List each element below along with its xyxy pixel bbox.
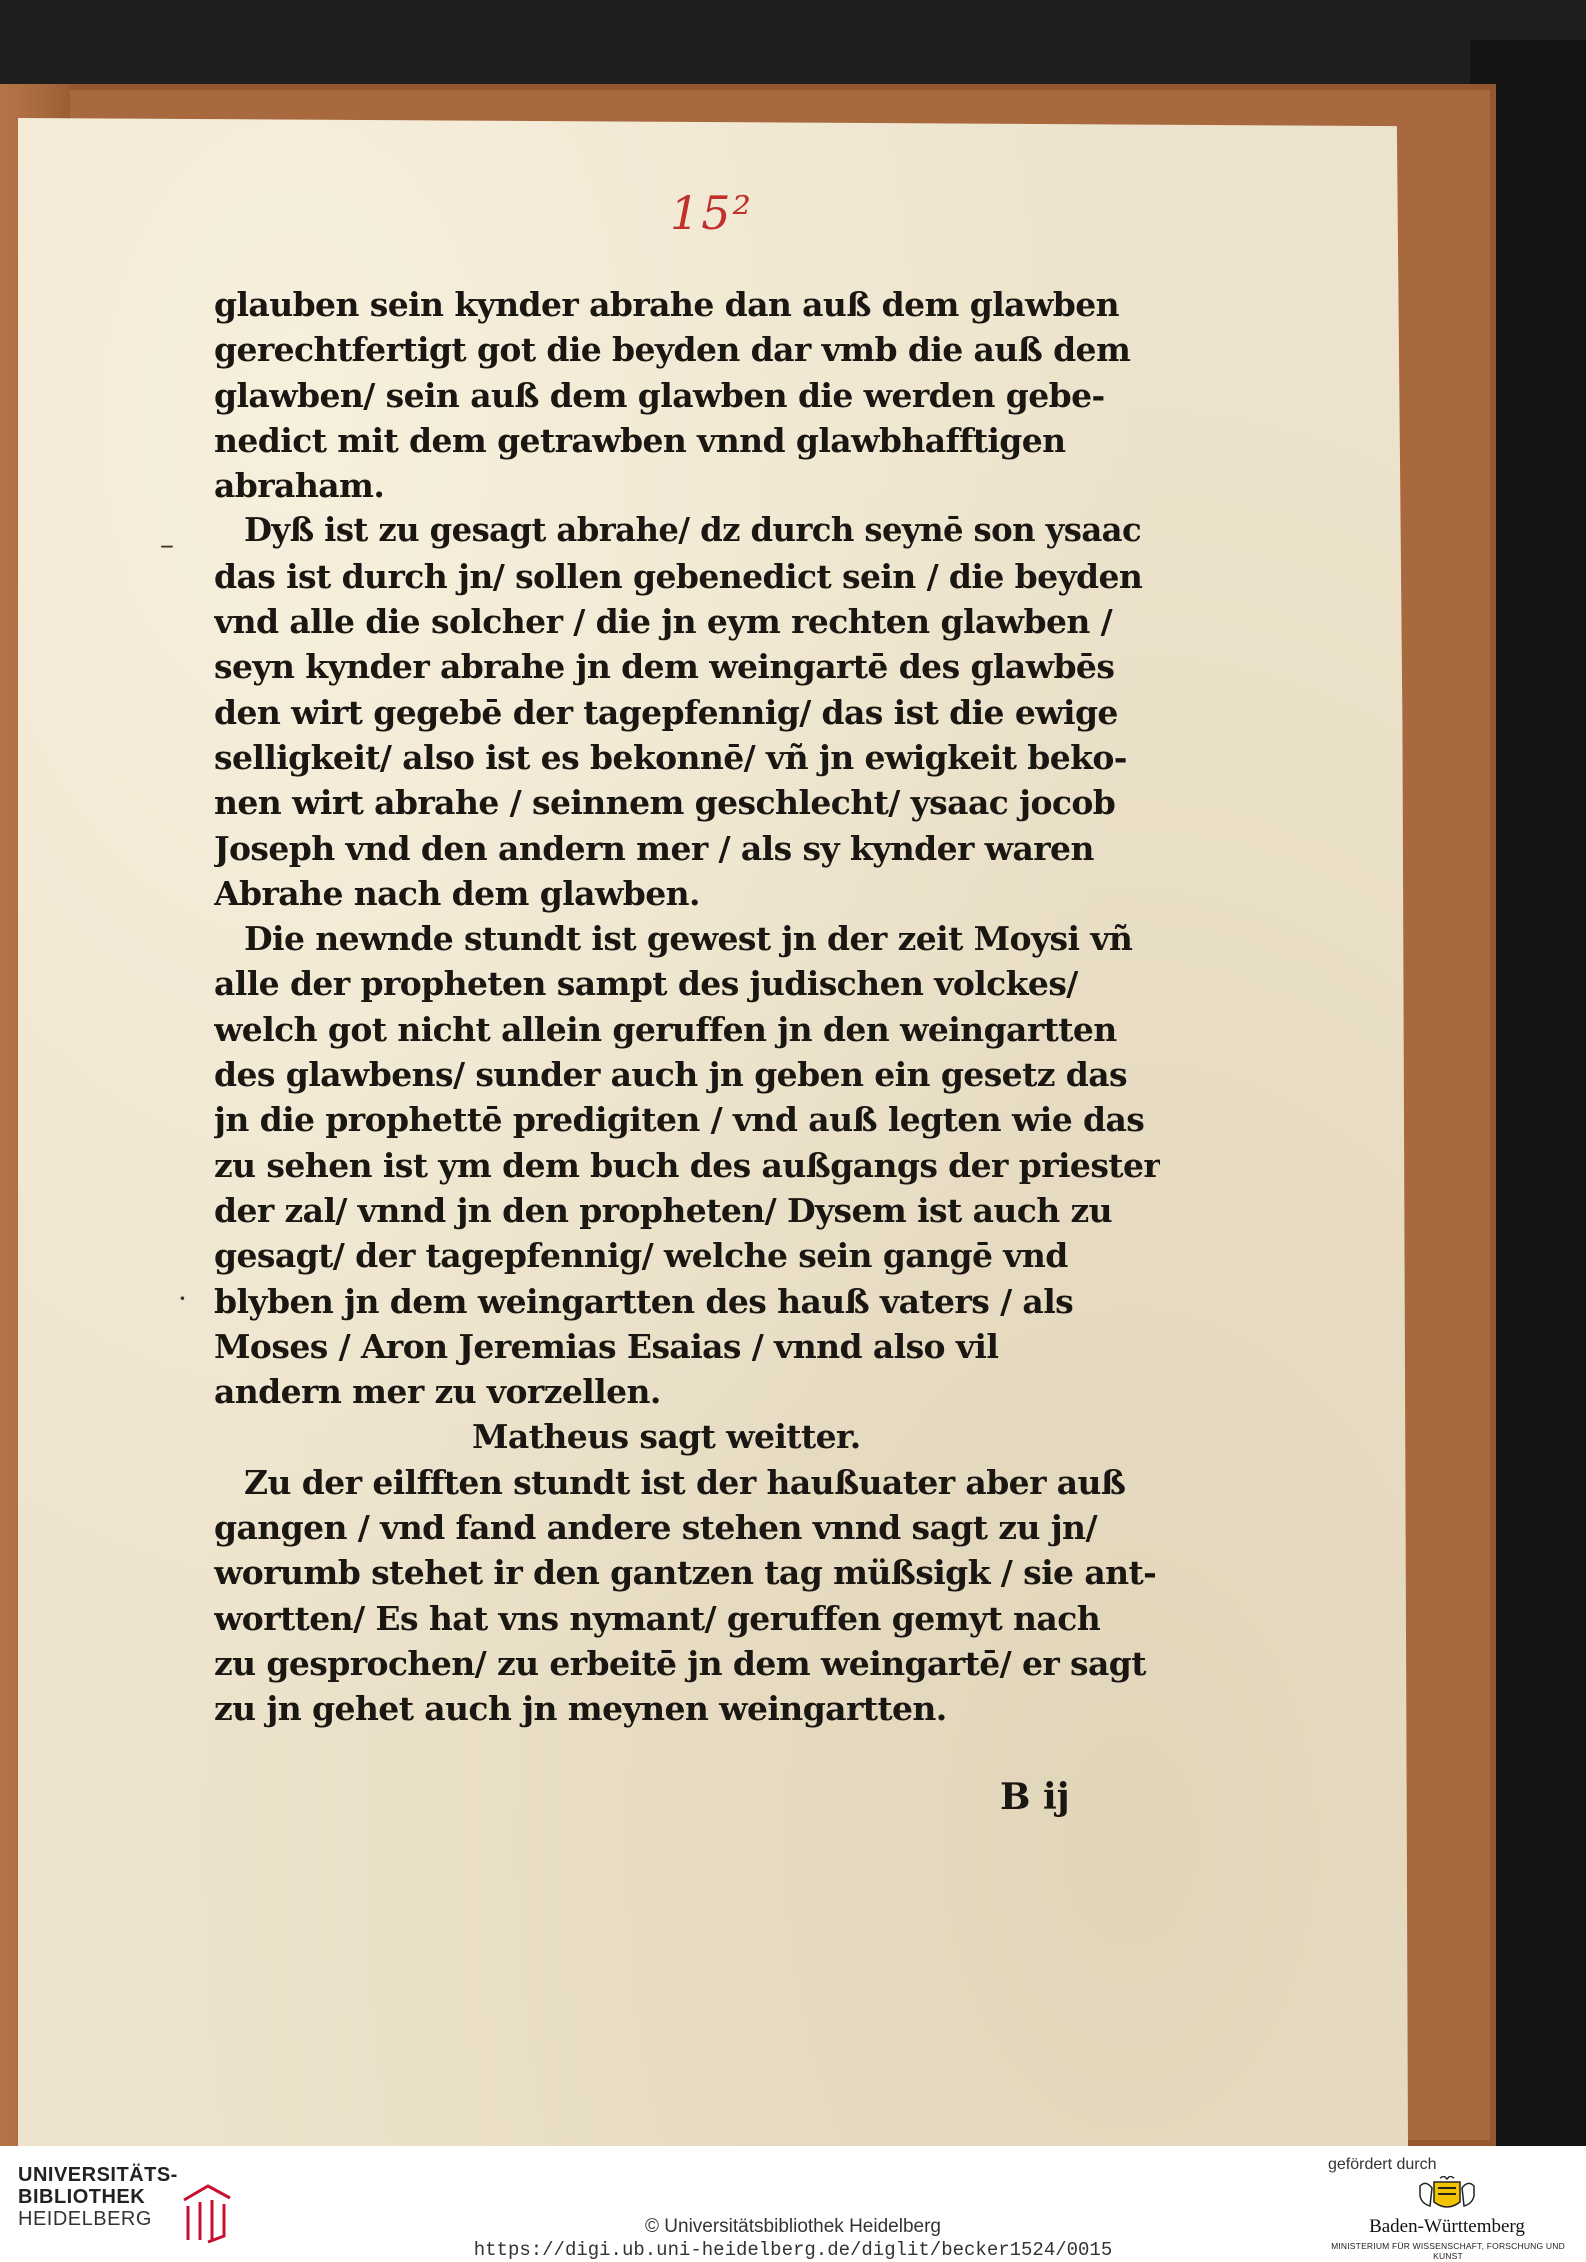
copyright-notice: © Universitätsbibliothek Heidelberg — [645, 2216, 941, 2237]
margin-mark: – — [160, 528, 174, 561]
footer-bar — [0, 2146, 1586, 2262]
library-name-line1: UNIVERSITÄTS- — [18, 2164, 178, 2186]
text-line: glauben sein kynder abrahe dan auß dem glawben — [214, 285, 1120, 324]
library-name-line2: BIBLIOTHEK — [18, 2186, 146, 2208]
text-line: Matheus sagt weitter. — [472, 1417, 861, 1457]
text-line: der zal/ vnnd jn den propheten/ Dysem ist auch zu — [214, 1190, 1113, 1230]
text-line: jn die prophettē predigiten / vnd auß legten wie das — [214, 1100, 1145, 1140]
text-line: abraham. — [214, 466, 385, 506]
text-line: zu jn gehet auch jn meynen weingartten. — [214, 1689, 947, 1729]
signature-mark: B ij — [1000, 1776, 1070, 1818]
text-line: Moses / Aron Jeremias Esaias / vnnd also vil — [214, 1326, 999, 1366]
ministry-name: MINISTERIUM FÜR WISSENSCHAFT, FORSCHUNG UND KUNST — [1331, 2241, 1565, 2261]
state-coat-of-arms-icon — [1412, 2176, 1482, 2216]
text-line: Dyß ist zu gesagt abrahe/ dz durch seynē son ysaac — [244, 511, 1142, 550]
page-text — [214, 282, 1160, 1732]
margin-mark: · — [178, 1282, 187, 1315]
text-line: gerechtfertigt got die beyden dar vmb die auß dem — [214, 330, 1131, 370]
text-line: nen wirt abrahe / seinnem geschlecht/ ysaac jocob — [214, 783, 1116, 823]
folio-number: 15² — [670, 186, 753, 240]
text-line: Joseph vnd den andern mer / als sy kynder waren — [214, 828, 1094, 868]
text-line: zu gesprochen/ zu erbeitē jn dem weingartē/ er sagt — [214, 1643, 1146, 1683]
text-line: zu sehen ist ym dem buch des außgangs der priester — [214, 1145, 1160, 1185]
text-line: des glawbens/ sunder auch jn geben ein gesetz das — [214, 1055, 1127, 1095]
text-line: Die newnde stundt ist gewest jn der zeit Moysi vñ — [244, 919, 1133, 959]
text-line: glawben/ sein auß dem glawben die werden gebe- — [214, 375, 1105, 415]
text-line: worumb stehet ir den gantzen tag müßsigk / sie ant- — [214, 1553, 1157, 1593]
permalink-url[interactable]: https://digi.ub.uni-heidelberg.de/diglit/becker1524/0015 — [473, 2239, 1113, 2261]
text-line: andern mer zu vorzellen. — [214, 1372, 661, 1412]
state-name: Baden-Württemberg — [1369, 2216, 1525, 2237]
text-line: den wirt gegebē der tagepfennig/ das ist die ewige — [214, 692, 1118, 732]
text-line: Abrahe nach dem glawben. — [214, 873, 700, 913]
text-line: seyn kynder abrahe jn dem weingartē des glawbēs — [214, 647, 1115, 687]
funded-by-label: gefördert durch — [1328, 2156, 1437, 2173]
text-line: nedict mit dem getrawben vnnd glawbhafftigen — [214, 420, 1066, 460]
text-line: gangen / vnd fand andere stehen vnnd sagt zu jn/ — [214, 1508, 1097, 1548]
library-name-line3: HEIDELBERG — [18, 2208, 152, 2230]
text-line: selligkeit/ also ist es bekonnē/ vñ jn ewigkeit beko- — [214, 737, 1127, 777]
text-line: blyben jn dem weingartten des hauß vaters / als — [214, 1281, 1074, 1321]
text-line: welch got nicht allein geruffen jn den weingartten — [214, 1009, 1117, 1049]
text-line: wortten/ Es hat vns nymant/ geruffen gemyt nach — [214, 1598, 1101, 1638]
text-line: alle der propheten sampt des judischen volckes/ — [214, 964, 1078, 1004]
text-line: das ist durch jn/ sollen gebenedict sein / die beyden — [214, 556, 1143, 596]
text-line: vnd alle die solcher / die jn eym rechten glawben / — [214, 602, 1113, 642]
text-line: Zu der eilfften stundt ist der haußuater aber auß — [244, 1462, 1126, 1502]
text-line: gesagt/ der tagepfennig/ welche sein gangē vnd — [214, 1236, 1068, 1276]
